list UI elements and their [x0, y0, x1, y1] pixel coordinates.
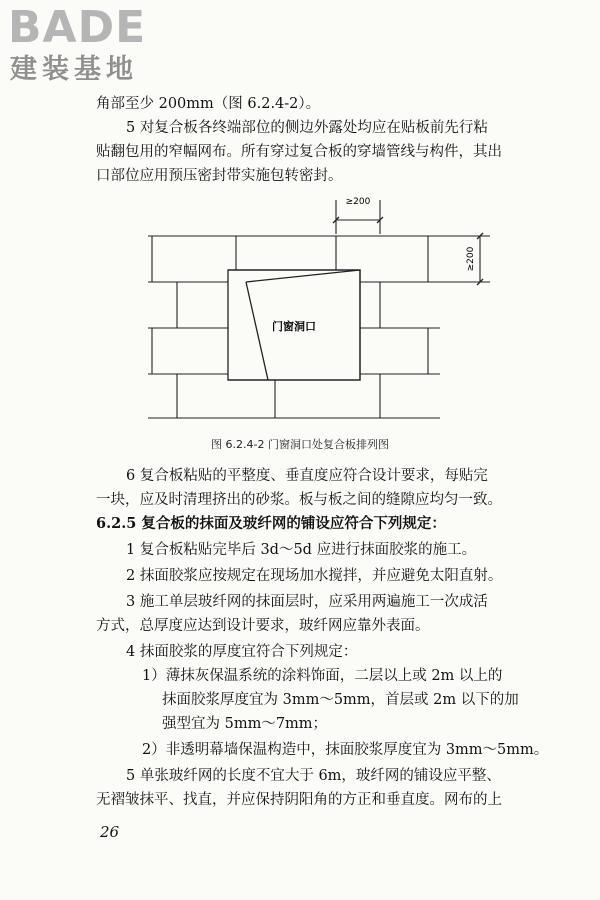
text-line: 抹面胶浆厚度宜为 3mm～5mm，首层或 2m 以下的加 [162, 692, 519, 708]
text-line: 角部至少 200mm（图 6.2.4-2）。 [96, 96, 321, 112]
text-line: 6 复合板粘贴的平整度、垂直度应符合设计要求，每贴完 [126, 468, 488, 484]
text-line: 5 对复合板各终端部位的侧边外露处均应在贴板前先行粘 [126, 120, 488, 136]
text-line: 1 复合板粘贴完毕后 3d～5d 应进行抹面胶浆的施工。 [126, 542, 477, 558]
text-line: 贴翻包用的窄幅网布。所有穿过复合板的穿墙管线与构件，其出 [96, 144, 502, 160]
text-line: 2）非透明幕墙保温构造中，抹面胶浆厚度宜为 3mm～5mm。 [142, 742, 549, 758]
opening-label: 门窗洞口 [272, 320, 316, 333]
dimension-right-label: ≥200 [466, 246, 476, 272]
text-line: 3 施工单层玻纤网的抹面层时，应采用两遍施工一次成活 [126, 594, 488, 610]
text-line: 口部位应用预压密封带实施包转密封。 [96, 168, 343, 184]
figure-caption: 图 6.2.4-2 门窗洞口处复合板排列图 [211, 438, 389, 451]
text-line: 一块，应及时清理挤出的砂浆。板与板之间的缝隙应均匀一致。 [96, 492, 502, 508]
opening-layout-figure [140, 190, 500, 428]
clause-heading: 6.2.5 复合板的抹面及玻纤网的铺设应符合下列规定： [96, 515, 446, 532]
brand-logo [8, 4, 178, 92]
logo-brand-text: BADE [8, 2, 147, 53]
text-line: 方式，总厚度应达到设计要求，玻纤网应靠外表面。 [96, 618, 430, 634]
text-line: 4 抹面胶浆的厚度宜符合下列规定： [126, 644, 358, 660]
dimension-top-label: ≥200 [345, 197, 371, 207]
text-line: 无褶皱抹平、找直，并应保持阴阳角的方正和垂直度。网布的上 [96, 792, 502, 808]
text-line: 1）薄抹灰保温系统的涂料饰面，二层以上或 2m 以上的 [142, 668, 503, 684]
page-number: 26 [100, 823, 120, 841]
text-line: 5 单张玻纤网的长度不宜大于 6m，玻纤网的铺设应平整、 [126, 768, 501, 784]
text-line: 强型宜为 5mm～7mm； [162, 716, 328, 732]
logo-subtitle: 建装基地 [10, 54, 138, 85]
text-line: 2 抹面胶浆应按规定在现场加水搅拌，并应避免太阳直射。 [126, 568, 503, 584]
